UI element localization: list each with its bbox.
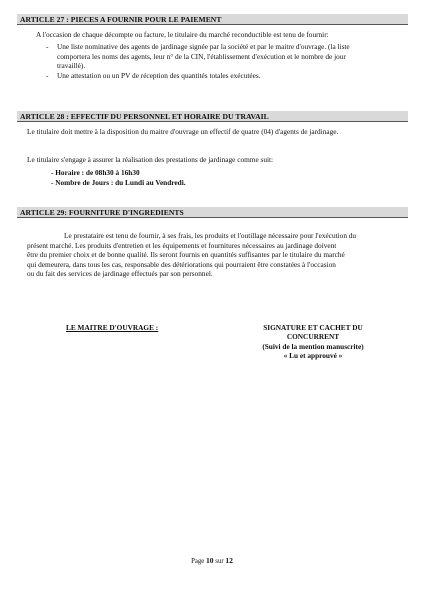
bullet-1-line-2: comportera les noms des agents, leur n° de la CIN, l'établissement d'exécution et le nombre de jour — [57, 51, 346, 61]
article-28-line-2: Le titulaire s'engage à assurer la réalisation des prestations de jardinage comme suit: — [27, 155, 274, 164]
article-27-intro: A l'occasion de chaque décompte ou facture, le titulaire du marché reconductible est tenu de fournir: — [36, 30, 329, 39]
contractor-signature-line-3: (Suivi de la mention manuscrite) — [262, 341, 364, 351]
article-29-line-5: ou du fait des services de jardinage effectués par son personnel. — [27, 269, 213, 278]
bullet-dash: - — [46, 42, 49, 51]
page-separator: sur — [215, 558, 224, 565]
article-29-line-1: Le prestataire est tenu de fournir, à ses frais, les produits et l'outillage nécessaire pour l'exécution du — [64, 231, 357, 240]
article-29-line-2: présent marché. Les produits d'entretien et les équipements et fournitures nécessaires au jardinage doivent — [27, 240, 337, 250]
contractor-signature-line-2: CONCURRENT — [286, 332, 340, 342]
schedule-days: - Nombre de Jours : du Lundi au Vendredi. — [51, 177, 186, 187]
page-label: Page — [191, 558, 205, 565]
contractor-signature-block — [238, 323, 388, 360]
article-28-heading: ARTICLE 28 : EFFECTIF DU PERSONNEL ET HORAIRE DU TRAVAIL — [17, 111, 408, 122]
article-29-line-4: qui demeurera, dans tous les cas, responsable des détériorations qui pourraient être constatées à l'occasion — [27, 259, 336, 269]
schedule-hours: - Horaire : de 08h30 à 16h30 — [51, 168, 140, 177]
bullet-1-line-3: travaillé). — [57, 61, 86, 70]
page-current: 10 — [206, 556, 214, 565]
bullet-2-line-1: Une attestation ou un PV de réception des quantités totales exécutées. — [57, 71, 261, 80]
contractor-signature-line-1: SIGNATURE ET CACHET DU — [263, 323, 363, 332]
page-footer — [0, 556, 424, 565]
article-28-line-1: Le titulaire doit mettre à la disposition du maitre d'ouvrage un effectif de quatre (04) d'agents de jardinage. — [27, 127, 339, 136]
article-29-heading: ARTICLE 29: FOURNITURE D'INGREDIENTS — [17, 207, 408, 218]
article-27-heading: ARTICLE 27 : PIECES A FOURNIR POUR LE PAIEMENT — [17, 14, 408, 25]
owner-signature-label: LE MAITRE D'OUVRAGE : — [66, 323, 159, 332]
page-total: 12 — [225, 556, 233, 565]
bullet-1-line-1: Une liste nominative des agents de jardinage signée par la société et par le maitre d'ouvrage. (la liste — [57, 42, 350, 51]
contractor-signature-line-4: « Lu et approuvé » — [283, 350, 343, 360]
bullet-dash: - — [46, 71, 49, 80]
article-29-line-3: être du premier choix et de bonne qualité. Ils seront fournis en quantités suffisantes par le titulaire du marché — [27, 250, 345, 259]
